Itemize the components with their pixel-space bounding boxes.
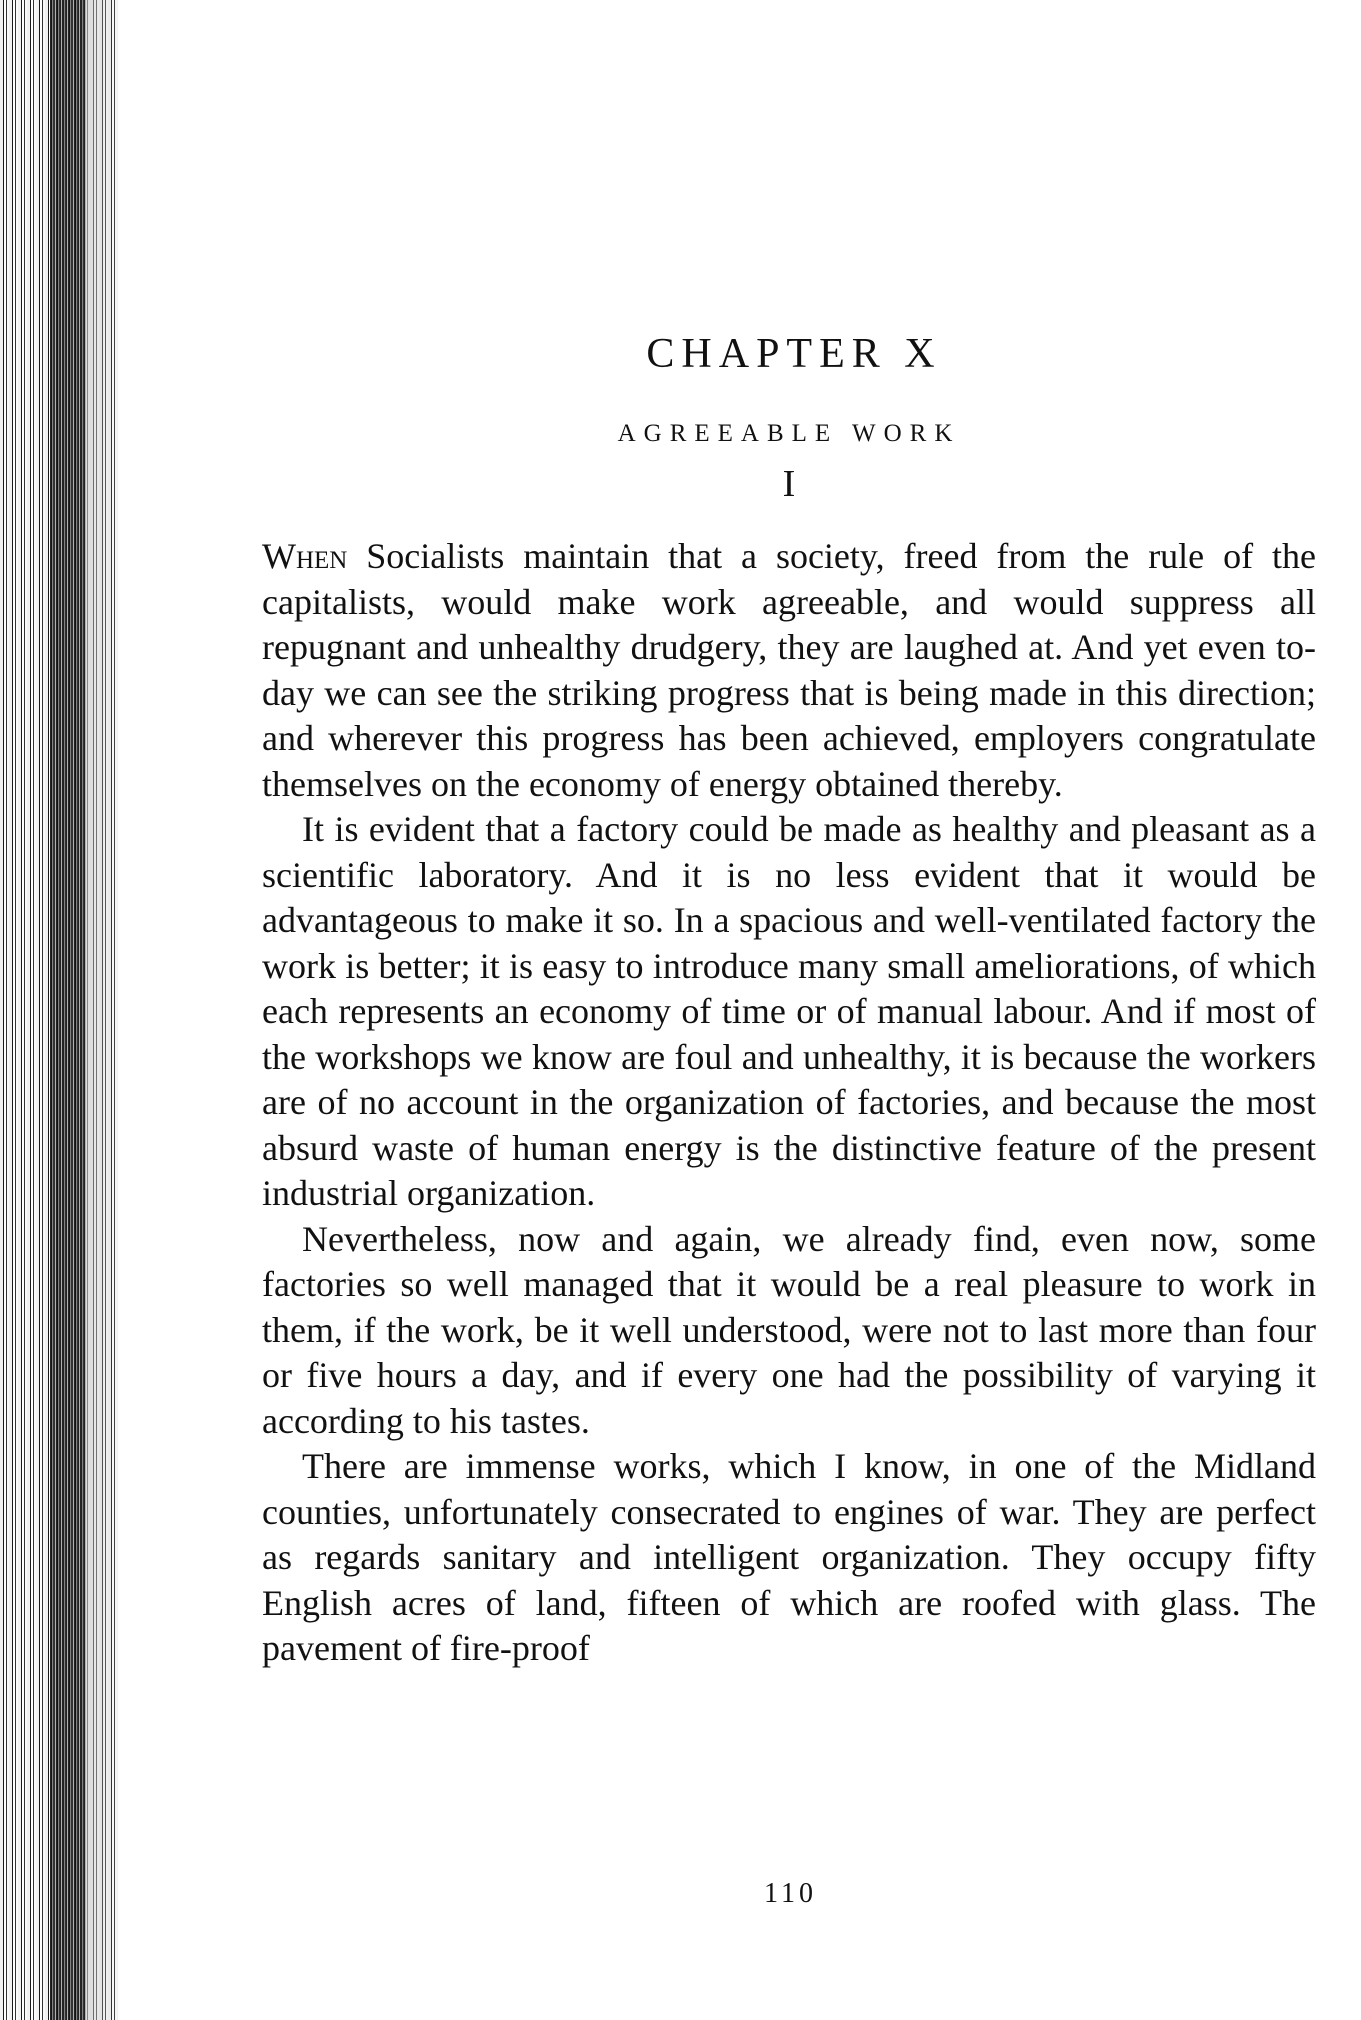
drop-lead-word: When bbox=[262, 536, 348, 576]
paragraph-4: There are immense works, which I know, in one of the Midland counties, unfortunately consecrated to engines of war. They are perfect as regards sanitary and intelligent organization. They occupy fifty English acres of land, fifteen of which are roofed with glass. The pavement of fire-proof bbox=[262, 1446, 1316, 1668]
page-number: 110 bbox=[764, 1878, 817, 1909]
paragraph-1 bbox=[262, 534, 1316, 807]
binding-shadow bbox=[50, 0, 86, 2020]
section-title: AGREEABLE WORK bbox=[617, 420, 961, 447]
paragraph-3: Nevertheless, now and again, we already find, even now, some factories so well managed that it would be a real pleasure to work in them, if the work, be it well understood, were not to last more than four or five hours a day, and if every one had the possibility of varying it according to his tastes. bbox=[262, 1218, 1316, 1441]
chapter-title: CHAPTER X bbox=[646, 331, 942, 377]
section-number: I bbox=[782, 463, 796, 505]
page-text-block bbox=[262, 330, 1316, 1672]
paragraph-2: It is evident that a factory could be made as healthy and pleasant as a scientific laboratory. And it is no less evident that it would be advantageous to make it so. In a spacious and well-ventilated factory the work is better; it is easy to introduce many small ameliorations, of which each represents an economy of time or of manual labour. And if most of the workshops we know are foul and unhealthy, it is because the workers are of no account in the organization of factories, and because the most absurd waste of human energy is the distinctive feature of the present industrial organization. bbox=[262, 809, 1316, 1213]
paragraph-1-text: Socialists maintain that a society, freed from the rule of the capitalists, would make work agreeable, and would suppress all repugnant and unhealthy drudgery, they are laughed at. And yet even to-day we can see the striking progress that is being made in this direction; and wherever this progress has been achieved, employers congratulate themselves on the economy of energy obtained thereby. bbox=[262, 536, 1316, 804]
binding-fade bbox=[86, 0, 120, 2020]
